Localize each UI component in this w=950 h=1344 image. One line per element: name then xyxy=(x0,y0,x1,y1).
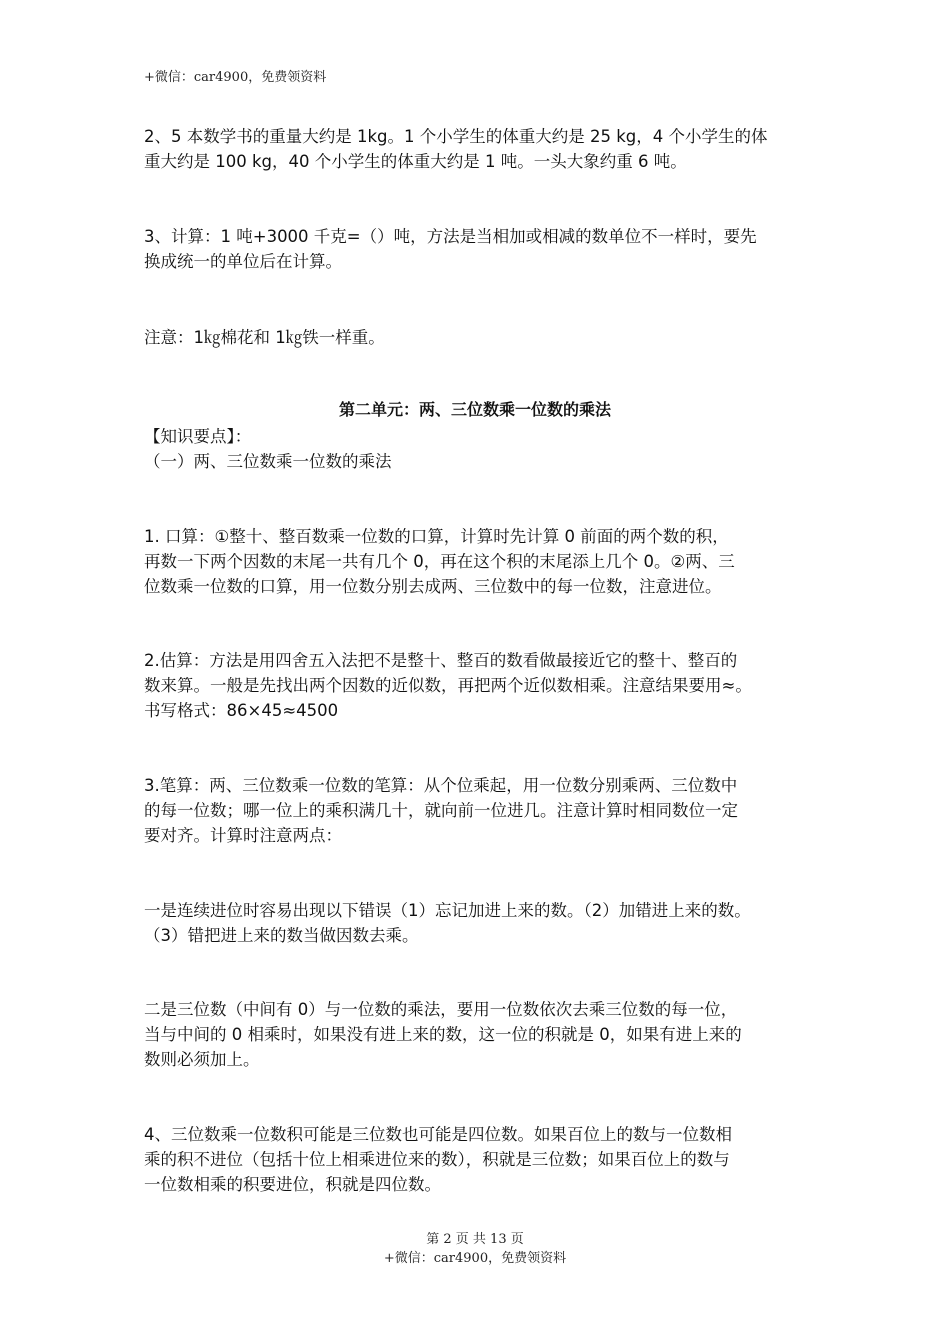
text-line: 再数一下两个因数的末尾一共有几个 0，再在这个积的末尾添上几个 0。②两、三 xyxy=(144,552,735,571)
text-line: 数则必须加上。 xyxy=(144,1050,260,1069)
text-line: 2.估算：方法是用四舍五入法把不是整十、整百的数看做最接近它的整十、整百的 xyxy=(144,651,738,670)
paragraph-point-one xyxy=(144,898,824,948)
text-line: （一）两、三位数乘一位数的乘法 xyxy=(144,452,392,471)
knowledge-heading xyxy=(144,424,824,474)
text-line: （3）错把进上来的数当做因数去乘。 xyxy=(144,926,419,945)
text-line: 当与中间的 0 相乘时，如果没有进上来的数，这一位的积就是 0，如果有进上来的 xyxy=(144,1025,742,1044)
text-line: 1. 口算：①整十、整百数乘一位数的口算，计算时先计算 0 前面的两个数的积， xyxy=(144,527,729,546)
text-line: 【知识要点】： xyxy=(144,427,252,446)
text-line: 2、5 本数学书的重量大约是 1kg。1 个小学生的体重大约是 25 kg，4 个小学生的体 xyxy=(144,127,768,146)
footer-note: +微信：car4900，免费领资料 xyxy=(383,1251,567,1266)
text-line: 数来算。一般是先找出两个因数的近似数，再把两个近似数相乘。注意结果要用≈。 xyxy=(144,676,752,695)
header-note: +微信：car4900，免费领资料 xyxy=(144,70,327,85)
paragraph-product-digits xyxy=(144,1122,824,1197)
text-line: 乘的积不进位（包括十位上相乘进位来的数），积就是三位数；如果百位上的数与 xyxy=(144,1150,730,1169)
text-line: 位数乘一位数的口算，用一位数分别去成两、三位数中的每一位数，注意进位。 xyxy=(144,577,722,596)
paragraph-weights xyxy=(144,124,824,174)
paragraph-oral-calculation xyxy=(144,524,824,599)
unit-title: 第二单元：两、三位数乘一位数的乘法 xyxy=(338,400,611,419)
text-line: 一是连续进位时容易出现以下错误（1）忘记加进上来的数。（2）加错进上来的数。 xyxy=(144,901,751,920)
text-line: 3、计算：1 吨+3000 千克=（）吨，方法是当相加或相减的数单位不一样时，要先 xyxy=(144,227,757,246)
paragraph-note xyxy=(144,325,824,350)
text-line: 注意：1㎏棉花和 1㎏铁一样重。 xyxy=(144,328,385,347)
paragraph-point-two xyxy=(144,997,824,1072)
paragraph-calculation xyxy=(144,224,824,274)
text-line: 重大约是 100 kg，40 个小学生的体重大约是 1 吨。一头大象约重 6 吨。 xyxy=(144,152,687,171)
text-line: 3.笔算：两、三位数乘一位数的笔算：从个位乘起，用一位数分别乘两、三位数中 xyxy=(144,776,738,795)
text-line: 二是三位数（中间有 0）与一位数的乘法，要用一位数依次去乘三位数的每一位， xyxy=(144,1000,738,1019)
page-number: 第 2 页 共 13 页 xyxy=(426,1232,524,1247)
text-line: 要对齐。计算时注意两点： xyxy=(144,826,342,845)
paragraph-written-calculation xyxy=(144,773,824,848)
text-line: 一位数相乘的积要进位，积就是四位数。 xyxy=(144,1175,441,1194)
text-line: 的每一位数；哪一位上的乘积满几十，就向前一位进几。注意计算时相同数位一定 xyxy=(144,801,738,820)
text-line: 书写格式：86×45≈4500 xyxy=(144,701,339,720)
text-line: 换成统一的单位后在计算。 xyxy=(144,252,342,271)
text-line: 4、三位数乘一位数积可能是三位数也可能是四位数。如果百位上的数与一位数相 xyxy=(144,1125,732,1144)
paragraph-estimation xyxy=(144,648,824,723)
